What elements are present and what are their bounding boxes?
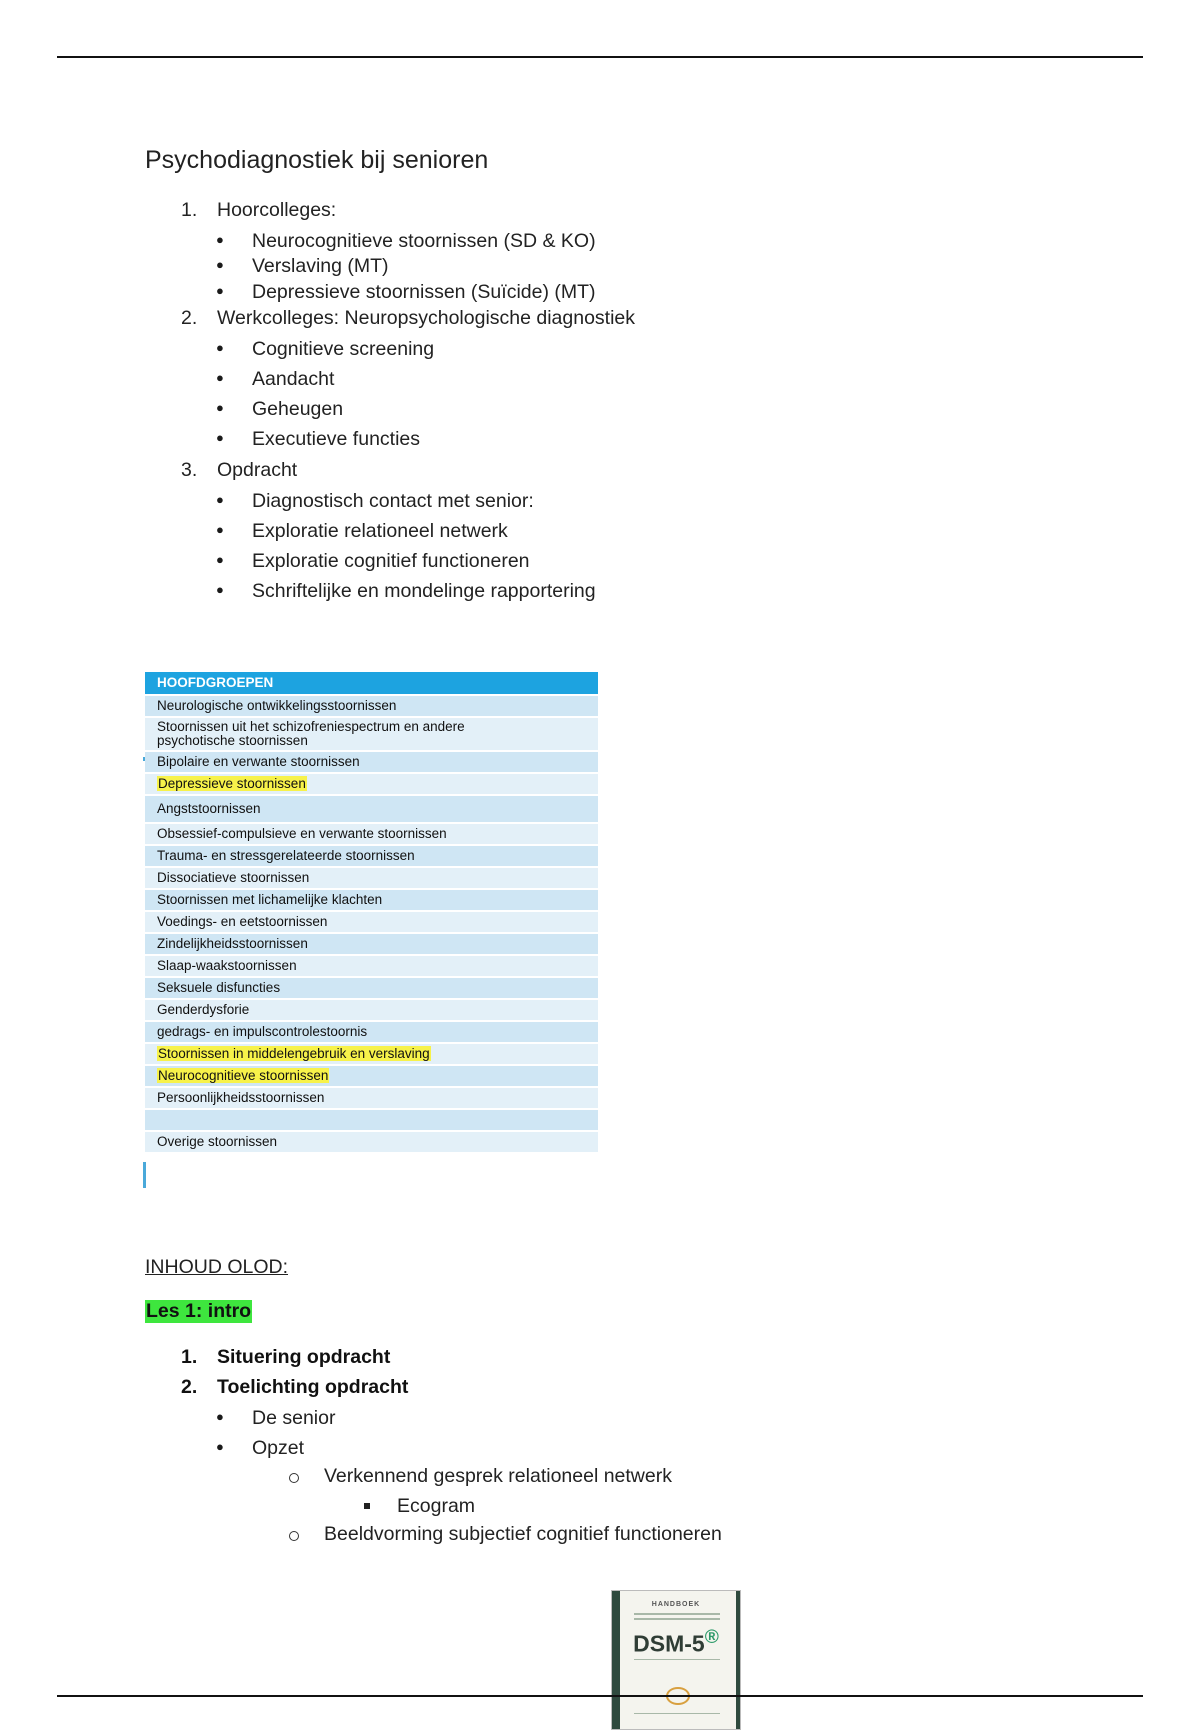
list-item: Aandacht [252, 368, 335, 390]
table-row [145, 1086, 598, 1108]
list-item: Exploratie relationeel netwerk [252, 520, 508, 542]
table-row [145, 998, 598, 1020]
bullet-icon: ● [216, 400, 224, 415]
list-item: Schriftelijke en mondelinge rapportering [252, 580, 596, 602]
square-bullet-icon [364, 1503, 370, 1509]
bullet-icon: ● [216, 492, 224, 507]
list-item: Geheugen [252, 398, 344, 420]
table-cell: Neurologische ontwikkelingsstoornissen [157, 698, 397, 713]
dsm-table-header: HOOFDGROEPEN [145, 672, 598, 694]
circle-bullet-icon [289, 1473, 299, 1483]
list-item: Neurocognitieve stoornissen (SD & KO) [252, 230, 596, 252]
circle-bullet-icon [289, 1531, 299, 1541]
list-item: Executieve functies [252, 428, 421, 450]
table-row [145, 822, 598, 844]
bullet-icon: ● [216, 370, 224, 385]
table-cell: Slaap-waakstoornissen [157, 958, 297, 973]
table-row [145, 794, 598, 822]
list-item: Opzet [252, 1437, 305, 1459]
table-cell: gedrags- en impulscontrolestoornis [157, 1024, 368, 1039]
bullet-icon: ● [216, 582, 224, 597]
table-cell: Obsessief-compulsieve en verwante stoornissen [157, 826, 447, 841]
table-row [145, 694, 598, 716]
table-cell: Angststoornissen [157, 801, 261, 816]
bullet-icon: ● [216, 283, 224, 298]
table-cell: Seksuele disfuncties [157, 980, 281, 995]
table-row [145, 910, 598, 932]
sub-sub-list-item: Ecogram [397, 1495, 476, 1517]
table-row [145, 866, 598, 888]
table-row [145, 976, 598, 998]
table-cell: Persoonlijkheidsstoornissen [157, 1090, 325, 1105]
page-title: Psychodiagnostiek bij senioren [145, 146, 489, 174]
lesson-title: Les 1: intro [146, 1300, 252, 1322]
table-cell: Bipolaire en verwante stoornissen [157, 754, 360, 769]
sub-list-item: Verkennend gesprek relationeel netwerk [324, 1465, 672, 1487]
table-row [145, 1064, 598, 1086]
table-row [145, 1042, 598, 1064]
table-row [145, 1108, 598, 1130]
list-item: Exploratie cognitief functioneren [252, 550, 530, 572]
bullet-icon: ● [216, 1409, 224, 1424]
table-cell: Zindelijkheidsstoornissen [157, 936, 308, 951]
list-item: Cognitieve screening [252, 338, 435, 360]
list-item: Diagnostisch contact met senior: [252, 490, 534, 512]
bullet-icon: ● [216, 232, 224, 247]
table-cell: Trauma- en stressgerelateerde stoornissen [157, 848, 415, 863]
bullet-icon: ● [216, 522, 224, 537]
section-heading: INHOUD OLOD: [145, 1256, 289, 1278]
footer-rule [57, 1695, 1143, 1697]
bullet-icon: ● [216, 340, 224, 355]
table-row [145, 954, 598, 976]
sub-list-item: Beeldvorming subjectief cognitief functioneren [324, 1523, 722, 1545]
table-cell: Depressieve stoornissen [158, 776, 306, 791]
table-cell: Neurocognitieve stoornissen [158, 1068, 329, 1083]
list-item: De senior [252, 1407, 336, 1429]
book-brand: DSM-5® [633, 1627, 719, 1657]
table-row [145, 750, 598, 772]
table-cell: Genderdysforie [157, 1002, 250, 1017]
table-cell: Overige stoornissen [157, 1134, 278, 1149]
table-cell: Voedings- en eetstoornissen [157, 914, 328, 929]
list-item: Depressieve stoornissen (Suïcide) (MT) [252, 281, 596, 303]
bullet-icon: ● [216, 552, 224, 567]
table-cell: Dissociatieve stoornissen [157, 870, 310, 885]
bullet-icon: ● [216, 257, 224, 272]
table-accent [143, 1162, 146, 1188]
table-cell: Stoornissen met lichamelijke klachten [157, 892, 383, 907]
table-row [145, 932, 598, 954]
table-row [145, 1130, 598, 1152]
bullet-icon: ● [216, 1439, 224, 1454]
book-top-text: HANDBOEK [651, 1601, 701, 1608]
table-row [145, 1020, 598, 1042]
table-cell: Stoornissen in middelengebruik en verslaving [158, 1046, 430, 1061]
header-rule [57, 56, 1143, 58]
bullet-icon: ● [216, 430, 224, 445]
table-row [145, 888, 598, 910]
dsm5-book-cover [611, 1590, 741, 1730]
table-row [145, 844, 598, 866]
table-row [145, 772, 598, 794]
table-row [145, 716, 598, 750]
list-item: Verslaving (MT) [252, 255, 389, 277]
table-cell: Stoornissen uit het schizofreniespectrum en andere psychotische stoornissen [157, 719, 465, 748]
